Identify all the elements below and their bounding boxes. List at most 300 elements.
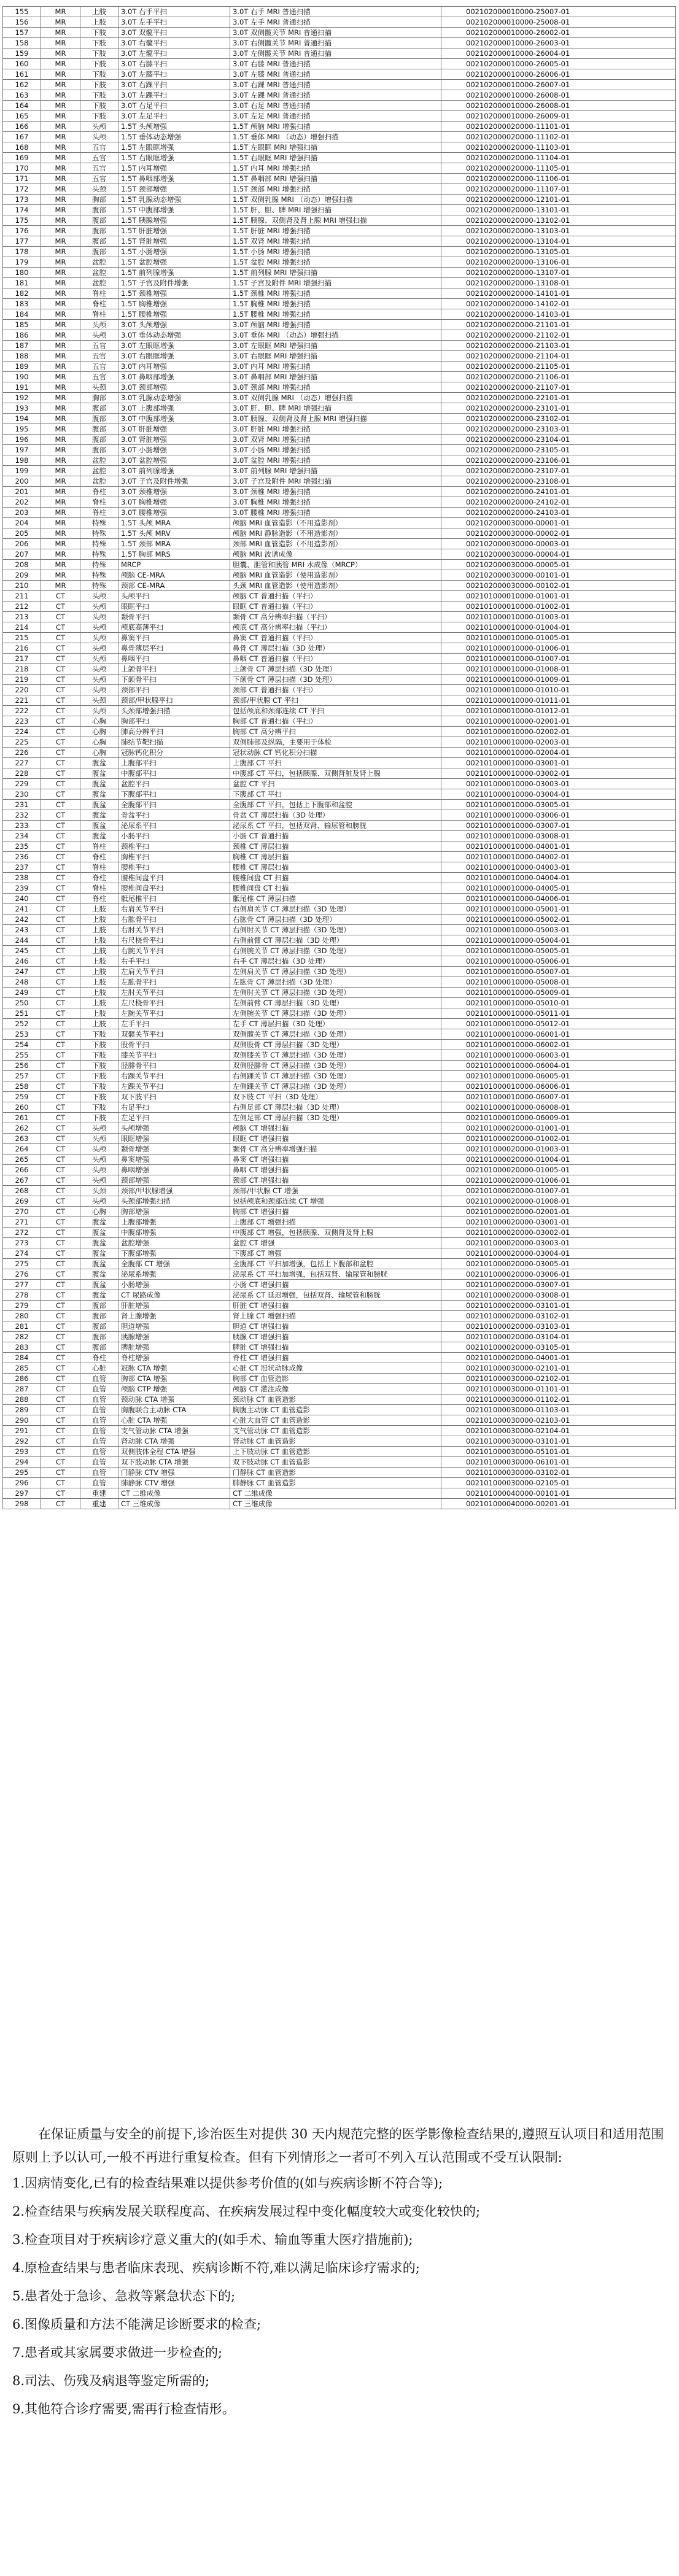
item-code-cell: 002101000040000-00101-01 (441, 1488, 676, 1499)
item-description-cell: 右侧踝关节 CT 薄层扫描（3D 处理） (230, 1071, 441, 1081)
row-number-cell: 245 (3, 946, 41, 956)
item-description-cell: 1.5T 腰椎 MRI 增强扫描 (230, 309, 441, 320)
row-number-cell: 257 (3, 1071, 41, 1081)
modality-cell: MR (41, 101, 80, 111)
exception-item: 8.司法、伤残及病退等鉴定所需的; (12, 2373, 210, 2388)
row-number-cell: 264 (3, 1144, 41, 1155)
modality-cell: CT (41, 873, 80, 883)
row-number-cell: 293 (3, 1447, 41, 1457)
row-number-cell: 269 (3, 1196, 41, 1207)
modality-cell: MR (41, 549, 80, 560)
body-part-cell: 脊柱 (80, 288, 118, 299)
body-part-cell: 盆腔 (80, 476, 118, 487)
item-code-cell: 002101000010000-06007-01 (441, 1092, 676, 1102)
item-short-name-cell: 骨盆平扫 (118, 810, 230, 821)
item-code-cell: 002101000010000-05006-01 (441, 956, 676, 967)
item-description-cell: 颅脑 MRI 波谱成像 (230, 549, 441, 560)
item-description-cell: 1.5T 前列腺 MRI 增强扫描 (230, 268, 441, 278)
modality-cell: MR (41, 163, 80, 174)
modality-cell: CT (41, 591, 80, 601)
item-code-cell: 002101000010000-03003-01 (441, 779, 676, 789)
item-description-cell: 3.0T 盆腔 MRI 增强扫描 (230, 455, 441, 466)
item-code-cell: 002102000020000-11107-01 (441, 184, 676, 195)
notes-intro: 在保证质量与安全的前提下,诊治医生对提供 30 天内规范完整的医学影像检查结果的,遵照互认项目和适用范围原则上予以认可,一般不再进行重复检查。但有下列情形之一者可不列入互认范围或不受互认限制: (12, 2127, 664, 2165)
body-part-cell: 脊柱 (80, 883, 118, 894)
item-short-name-cell: 膝关节平扫 (118, 1050, 230, 1061)
row-number-cell: 193 (3, 403, 41, 414)
table-row (3, 1478, 676, 1488)
item-description-cell: 左侧腕关节 CT 薄层扫描（3D 处理） (230, 1008, 441, 1019)
body-part-cell: 特殊 (80, 549, 118, 560)
item-short-name-cell: 全腹部平扫 (118, 800, 230, 810)
item-description-cell: 3.0T 右膝 MRI 普通扫描 (230, 59, 441, 69)
item-code-cell: 002102000030000-00003-01 (441, 539, 676, 549)
body-part-cell: 重建 (80, 1488, 118, 1499)
item-description-cell: 鼻窦 CT 普通扫描（平扫） (230, 633, 441, 643)
item-code-cell: 002102000020000-21102-01 (441, 330, 676, 341)
item-short-name-cell: 3.0T 颈椎增强 (118, 487, 230, 497)
item-code-cell: 002101000020000-01005-01 (441, 1165, 676, 1175)
modality-cell: CT (41, 685, 80, 695)
item-short-name-cell: 脾脏增强 (118, 1342, 230, 1353)
item-short-name-cell: 左肱骨平扫 (118, 977, 230, 988)
item-code-cell: 002101000010000-02004-01 (441, 748, 676, 758)
item-code-cell: 002102000020000-11102-01 (441, 132, 676, 142)
body-part-cell: 五官 (80, 153, 118, 163)
item-code-cell: 002102000020000-13108-01 (441, 278, 676, 288)
item-short-name-cell: 股骨平扫 (118, 1040, 230, 1050)
table-row (3, 257, 676, 268)
item-code-cell: 002102000020000-24101-01 (441, 487, 676, 497)
row-number-cell: 180 (3, 268, 41, 278)
table-row (3, 1123, 676, 1134)
body-part-cell: 心胸 (80, 737, 118, 748)
item-code-cell: 002102000020000-12101-01 (441, 195, 676, 205)
row-number-cell: 194 (3, 414, 41, 424)
modality-cell: MR (41, 466, 80, 476)
exception-item: 5.患者处于急诊、急救等紧急状态下的; (12, 2289, 236, 2303)
row-number-cell: 204 (3, 518, 41, 528)
item-code-cell: 002101000010000-04003-01 (441, 862, 676, 873)
item-code-cell: 002101000010000-06003-01 (441, 1050, 676, 1061)
item-description-cell: 3.0T 前列腺 MRI 增强扫描 (230, 466, 441, 476)
item-description-cell: 3.0T 右踝 MRI 普通扫描 (230, 80, 441, 90)
item-code-cell: 002101000020000-03006-01 (441, 1269, 676, 1280)
row-number-cell: 278 (3, 1290, 41, 1301)
item-code-cell: 002101000020000-03001-01 (441, 1217, 676, 1228)
table-row (3, 904, 676, 915)
item-description-cell: 颅脑 MRI 静脉造影（不用造影剂） (230, 528, 441, 539)
row-number-cell: 196 (3, 435, 41, 445)
modality-cell: MR (41, 195, 80, 205)
item-code-cell: 002101000010000-01005-01 (441, 633, 676, 643)
item-short-name-cell: 3.0T 子宫及附件增强 (118, 476, 230, 487)
row-number-cell: 271 (3, 1217, 41, 1228)
body-part-cell: 腹盆 (80, 1259, 118, 1269)
body-part-cell: 腹盆 (80, 768, 118, 779)
item-short-name-cell: 右手平扫 (118, 956, 230, 967)
body-part-cell: 五官 (80, 174, 118, 184)
table-row (3, 601, 676, 612)
table-row (3, 1228, 676, 1238)
body-part-cell: 特殊 (80, 518, 118, 528)
item-short-name-cell: 泌尿系增强 (118, 1269, 230, 1280)
table-row (3, 1394, 676, 1405)
table-row (3, 268, 676, 278)
item-description-cell: 脊柱 CT 增强扫描 (230, 1353, 441, 1363)
table-row (3, 685, 676, 695)
modality-cell: MR (41, 424, 80, 435)
item-description-cell: 颅脑 CT 灌注成像 (230, 1384, 441, 1394)
row-number-cell: 217 (3, 654, 41, 664)
body-part-cell: 头颅 (80, 122, 118, 132)
body-part-cell: 腹部 (80, 435, 118, 445)
body-part-cell: 头颅 (80, 654, 118, 664)
modality-cell: CT (41, 1290, 80, 1301)
body-part-cell: 特殊 (80, 560, 118, 570)
item-description-cell: 3.0T 左足 MRI 普通扫描 (230, 111, 441, 122)
modality-cell: CT (41, 664, 80, 675)
table-row (3, 664, 676, 675)
item-short-name-cell: CT 尿路成像 (118, 1290, 230, 1301)
row-number-cell: 241 (3, 904, 41, 915)
modality-cell: MR (41, 7, 80, 17)
body-part-cell: 下肢 (80, 38, 118, 48)
modality-cell: MR (41, 508, 80, 518)
item-short-name-cell: 脊柱增强 (118, 1353, 230, 1363)
modality-cell: CT (41, 1019, 80, 1029)
modality-cell: CT (41, 800, 80, 810)
item-code-cell: 002102000020000-23106-01 (441, 455, 676, 466)
body-part-cell: 头颅 (80, 1165, 118, 1175)
table-row (3, 894, 676, 904)
modality-cell: CT (41, 1081, 80, 1092)
row-number-cell: 199 (3, 466, 41, 476)
modality-cell: CT (41, 1196, 80, 1207)
body-part-cell: 脊柱 (80, 873, 118, 883)
item-description-cell: 左侧前臂 CT 薄层扫描（3D 处理） (230, 998, 441, 1008)
modality-cell: CT (41, 1175, 80, 1186)
row-number-cell: 235 (3, 841, 41, 852)
item-code-cell: 002102000020000-13106-01 (441, 257, 676, 268)
item-code-cell: 002102000010000-26004-01 (441, 48, 676, 59)
item-description-cell: 包括颅底和颈部连续 CT 平扫 (230, 706, 441, 716)
item-code-cell: 002102000020000-14101-01 (441, 288, 676, 299)
row-number-cell: 212 (3, 601, 41, 612)
table-row (3, 28, 676, 38)
body-part-cell: 头颅 (80, 685, 118, 695)
item-short-name-cell: 1.5T 胸椎增强 (118, 299, 230, 309)
item-description-cell: 颈部/甲状腺 CT 平扫 (230, 695, 441, 706)
table-row (3, 1332, 676, 1342)
table-row (3, 1269, 676, 1280)
modality-cell: CT (41, 1029, 80, 1040)
modality-cell: MR (41, 174, 80, 184)
item-short-name-cell: 1.5T 前列腺增强 (118, 268, 230, 278)
item-short-name-cell: 鼻窦平扫 (118, 633, 230, 643)
item-code-cell: 002102000030000-00001-01 (441, 518, 676, 528)
row-number-cell: 167 (3, 132, 41, 142)
item-short-name-cell: CT 三维成像 (118, 1499, 230, 1509)
body-part-cell: 头颅 (80, 706, 118, 716)
body-part-cell: 腹部 (80, 1321, 118, 1332)
row-number-cell: 157 (3, 28, 41, 38)
item-code-cell: 002102000010000-26008-01 (441, 101, 676, 111)
row-number-cell: 256 (3, 1061, 41, 1071)
modality-cell: CT (41, 1280, 80, 1290)
row-number-cell: 240 (3, 894, 41, 904)
table-row (3, 643, 676, 654)
body-part-cell: 腹部 (80, 205, 118, 215)
item-short-name-cell: 3.0T 鼻咽部增强 (118, 372, 230, 382)
item-short-name-cell: 左手平扫 (118, 1019, 230, 1029)
table-row (3, 330, 676, 341)
table-row (3, 403, 676, 414)
modality-cell: MR (41, 236, 80, 247)
item-code-cell: 002102000020000-13102-01 (441, 215, 676, 226)
row-number-cell: 292 (3, 1436, 41, 1447)
row-number-cell: 164 (3, 101, 41, 111)
item-short-name-cell: 1.5T 内耳增强 (118, 163, 230, 174)
modality-cell: MR (41, 247, 80, 257)
modality-cell: CT (41, 1394, 80, 1405)
table-row (3, 935, 676, 946)
table-row (3, 48, 676, 59)
body-part-cell: 腹盆 (80, 1280, 118, 1290)
item-code-cell: 002102000020000-23101-01 (441, 403, 676, 414)
body-part-cell: 腹盆 (80, 758, 118, 768)
modality-cell: CT (41, 883, 80, 894)
item-code-cell: 002101000010000-04002-01 (441, 852, 676, 862)
body-part-cell: 腹部 (80, 1311, 118, 1321)
item-code-cell: 002101000010000-05009-01 (441, 988, 676, 998)
modality-cell: MR (41, 435, 80, 445)
item-description-cell: 肾上腺 CT 增强扫描 (230, 1311, 441, 1321)
row-number-cell: 295 (3, 1468, 41, 1478)
body-part-cell: 下肢 (80, 1050, 118, 1061)
item-code-cell: 002102000020000-13104-01 (441, 236, 676, 247)
table-row (3, 789, 676, 800)
item-description-cell: 右侧肘关节 CT 薄层扫描（3D 处理） (230, 925, 441, 935)
table-row (3, 821, 676, 831)
modality-cell: MR (41, 122, 80, 132)
modality-cell: CT (41, 1144, 80, 1155)
body-part-cell: 血管 (80, 1405, 118, 1415)
modality-cell: MR (41, 455, 80, 466)
body-part-cell: 头颅 (80, 1134, 118, 1144)
item-description-cell: 上腹部 CT 平扫 (230, 758, 441, 768)
modality-cell: CT (41, 956, 80, 967)
body-part-cell: 腹盆 (80, 831, 118, 841)
row-number-cell: 223 (3, 716, 41, 727)
modality-cell: MR (41, 487, 80, 497)
body-part-cell: 腹盆 (80, 821, 118, 831)
item-code-cell: 002101000030000-02103-01 (441, 1415, 676, 1426)
table-row (3, 560, 676, 570)
item-short-name-cell: 胸椎平扫 (118, 852, 230, 862)
item-code-cell: 002101000010000-02001-01 (441, 716, 676, 727)
table-row (3, 1019, 676, 1029)
item-short-name-cell: 3.0T 中腹部增强 (118, 414, 230, 424)
item-description-cell: 颈部 MRI 血管造影（不用造影剂） (230, 539, 441, 549)
item-description-cell: 下颌骨 CT 薄层扫描（3D 处理） (230, 675, 441, 685)
modality-cell: MR (41, 268, 80, 278)
modality-cell: CT (41, 727, 80, 737)
table-row (3, 1353, 676, 1363)
item-description-cell: 右肱骨 CT 薄层扫描（3D 处理） (230, 915, 441, 925)
item-code-cell: 002102000030000-00102-01 (441, 581, 676, 591)
item-description-cell: 3.0T 双侧髋关节 MRI 普通扫描 (230, 28, 441, 38)
table-row (3, 831, 676, 841)
item-description-cell: CT 三维成像 (230, 1499, 441, 1509)
item-short-name-cell: 腰椎平扫 (118, 862, 230, 873)
item-code-cell: 002101000020000-01007-01 (441, 1186, 676, 1196)
item-short-name-cell: 1.5T 头颅 MRV (118, 528, 230, 539)
table-row (3, 810, 676, 821)
table-row (3, 1321, 676, 1332)
item-code-cell: 002101000010000-01011-01 (441, 695, 676, 706)
item-description-cell: 双下肢 CT 平扫（3D 处理） (230, 1092, 441, 1102)
modality-cell: CT (41, 643, 80, 654)
modality-cell: MR (41, 80, 80, 90)
row-number-cell: 210 (3, 581, 41, 591)
item-code-cell: 002102000020000-13107-01 (441, 268, 676, 278)
item-short-name-cell: 1.5T 鼻咽部增强 (118, 174, 230, 184)
table-row (3, 132, 676, 142)
item-short-name-cell: 3.0T 颈部增强 (118, 382, 230, 393)
table-row (3, 988, 676, 998)
modality-cell: CT (41, 1384, 80, 1394)
table-row (3, 706, 676, 716)
body-part-cell: 头颈 (80, 695, 118, 706)
row-number-cell: 201 (3, 487, 41, 497)
modality-cell: CT (41, 1301, 80, 1311)
body-part-cell: 脊柱 (80, 1353, 118, 1363)
table-row (3, 1238, 676, 1248)
body-part-cell: 下肢 (80, 1092, 118, 1102)
table-row (3, 1165, 676, 1175)
item-short-name-cell: 眼眶平扫 (118, 601, 230, 612)
row-number-cell: 178 (3, 247, 41, 257)
item-short-name-cell: 冠脉 CTA 增强 (118, 1363, 230, 1374)
row-number-cell: 222 (3, 706, 41, 716)
item-code-cell: 002101000010000-04001-01 (441, 841, 676, 852)
table-row (3, 476, 676, 487)
item-short-name-cell: 左踝关节平扫 (118, 1081, 230, 1092)
item-description-cell: 1.5T 颈部 MRI 增强扫描 (230, 184, 441, 195)
row-number-cell: 246 (3, 956, 41, 967)
row-number-cell: 296 (3, 1478, 41, 1488)
item-short-name-cell: 3.0T 肝脏增强 (118, 424, 230, 435)
item-description-cell: 3.0T 子宫及附件 MRI 增强扫描 (230, 476, 441, 487)
item-short-name-cell: 眼眶增强 (118, 1134, 230, 1144)
row-number-cell: 274 (3, 1248, 41, 1259)
body-part-cell: 脊柱 (80, 852, 118, 862)
item-code-cell: 002101000010000-04006-01 (441, 894, 676, 904)
item-short-name-cell: 小肠平扫 (118, 831, 230, 841)
item-short-name-cell: 1.5T 子宫及附件增强 (118, 278, 230, 288)
body-part-cell: 特殊 (80, 570, 118, 581)
row-number-cell: 272 (3, 1228, 41, 1238)
item-short-name-cell: 1.5T 头颅增强 (118, 122, 230, 132)
row-number-cell: 191 (3, 382, 41, 393)
modality-cell: CT (41, 768, 80, 779)
row-number-cell: 214 (3, 622, 41, 633)
item-description-cell: 颈部 CT 普通扫描（平扫） (230, 685, 441, 695)
modality-cell: CT (41, 779, 80, 789)
item-short-name-cell: 1.5T 小肠增强 (118, 247, 230, 257)
item-short-name-cell: 右足平扫 (118, 1102, 230, 1113)
item-code-cell: 002101000010000-05003-01 (441, 925, 676, 935)
item-description-cell: 双侧肺部及纵隔，主要用于体检 (230, 737, 441, 748)
item-short-name-cell: 颈部/甲状腺增强 (118, 1186, 230, 1196)
table-row (3, 247, 676, 257)
item-short-name-cell: 3.0T 左手平扫 (118, 17, 230, 28)
modality-cell: CT (41, 1061, 80, 1071)
modality-cell: CT (41, 1342, 80, 1353)
item-code-cell: 002102000020000-24103-01 (441, 508, 676, 518)
item-code-cell: 002102000020000-11106-01 (441, 174, 676, 184)
body-part-cell: 腹部 (80, 1342, 118, 1353)
item-code-cell: 002101000030000-06101-01 (441, 1457, 676, 1468)
row-number-cell: 277 (3, 1280, 41, 1290)
modality-cell: MR (41, 362, 80, 372)
item-description-cell: 腰椎间盘 CT 扫描 (230, 883, 441, 894)
body-part-cell: 头颅 (80, 591, 118, 601)
item-description-cell: 上颌骨 CT 薄层扫描（3D 处理） (230, 664, 441, 675)
row-number-cell: 276 (3, 1269, 41, 1280)
body-part-cell: 腹部 (80, 1332, 118, 1342)
item-short-name-cell: 左肩关节平扫 (118, 967, 230, 977)
item-code-cell: 002101000030000-02102-01 (441, 1374, 676, 1384)
item-description-cell: 胆囊、胆管和胰管 MRI 水成像（MRCP） (230, 560, 441, 570)
body-part-cell: 下肢 (80, 111, 118, 122)
body-part-cell: 上肢 (80, 935, 118, 946)
item-code-cell: 002101000040000-00201-01 (441, 1499, 676, 1509)
body-part-cell: 下肢 (80, 90, 118, 101)
item-short-name-cell: 1.5T 盆腔增强 (118, 257, 230, 268)
item-description-cell: 1.5T 左眼眶 MRI 增强扫描 (230, 142, 441, 153)
body-part-cell: 五官 (80, 351, 118, 362)
item-short-name-cell: 颈动脉 CTA 增强 (118, 1394, 230, 1405)
body-part-cell: 腹部 (80, 215, 118, 226)
item-description-cell: 鼻窦 CT 增强扫描 (230, 1155, 441, 1165)
body-part-cell: 腹盆 (80, 810, 118, 821)
body-part-cell: 腹盆 (80, 1269, 118, 1280)
item-short-name-cell: 肺结节靶扫描 (118, 737, 230, 748)
table-row (3, 111, 676, 122)
table-row (3, 17, 676, 28)
item-description-cell: 双侧膝关节 CT 薄层扫描（3D 处理） (230, 1050, 441, 1061)
body-part-cell: 盆腔 (80, 455, 118, 466)
table-row (3, 455, 676, 466)
item-short-name-cell: 头颈部增强扫描 (118, 706, 230, 716)
modality-cell: CT (41, 915, 80, 925)
item-description-cell: 1.5T 双肾 MRI 增强扫描 (230, 236, 441, 247)
item-short-name-cell: 3.0T 左足平扫 (118, 111, 230, 122)
body-part-cell: 上肢 (80, 7, 118, 17)
body-part-cell: 血管 (80, 1436, 118, 1447)
table-row (3, 236, 676, 247)
item-short-name-cell: 右肘关节平扫 (118, 925, 230, 935)
row-number-cell: 248 (3, 977, 41, 988)
table-row (3, 424, 676, 435)
item-code-cell: 002101000030000-01101-01 (441, 1384, 676, 1394)
table-row (3, 695, 676, 706)
table-row (3, 768, 676, 779)
body-part-cell: 下肢 (80, 59, 118, 69)
modality-cell: MR (41, 320, 80, 330)
